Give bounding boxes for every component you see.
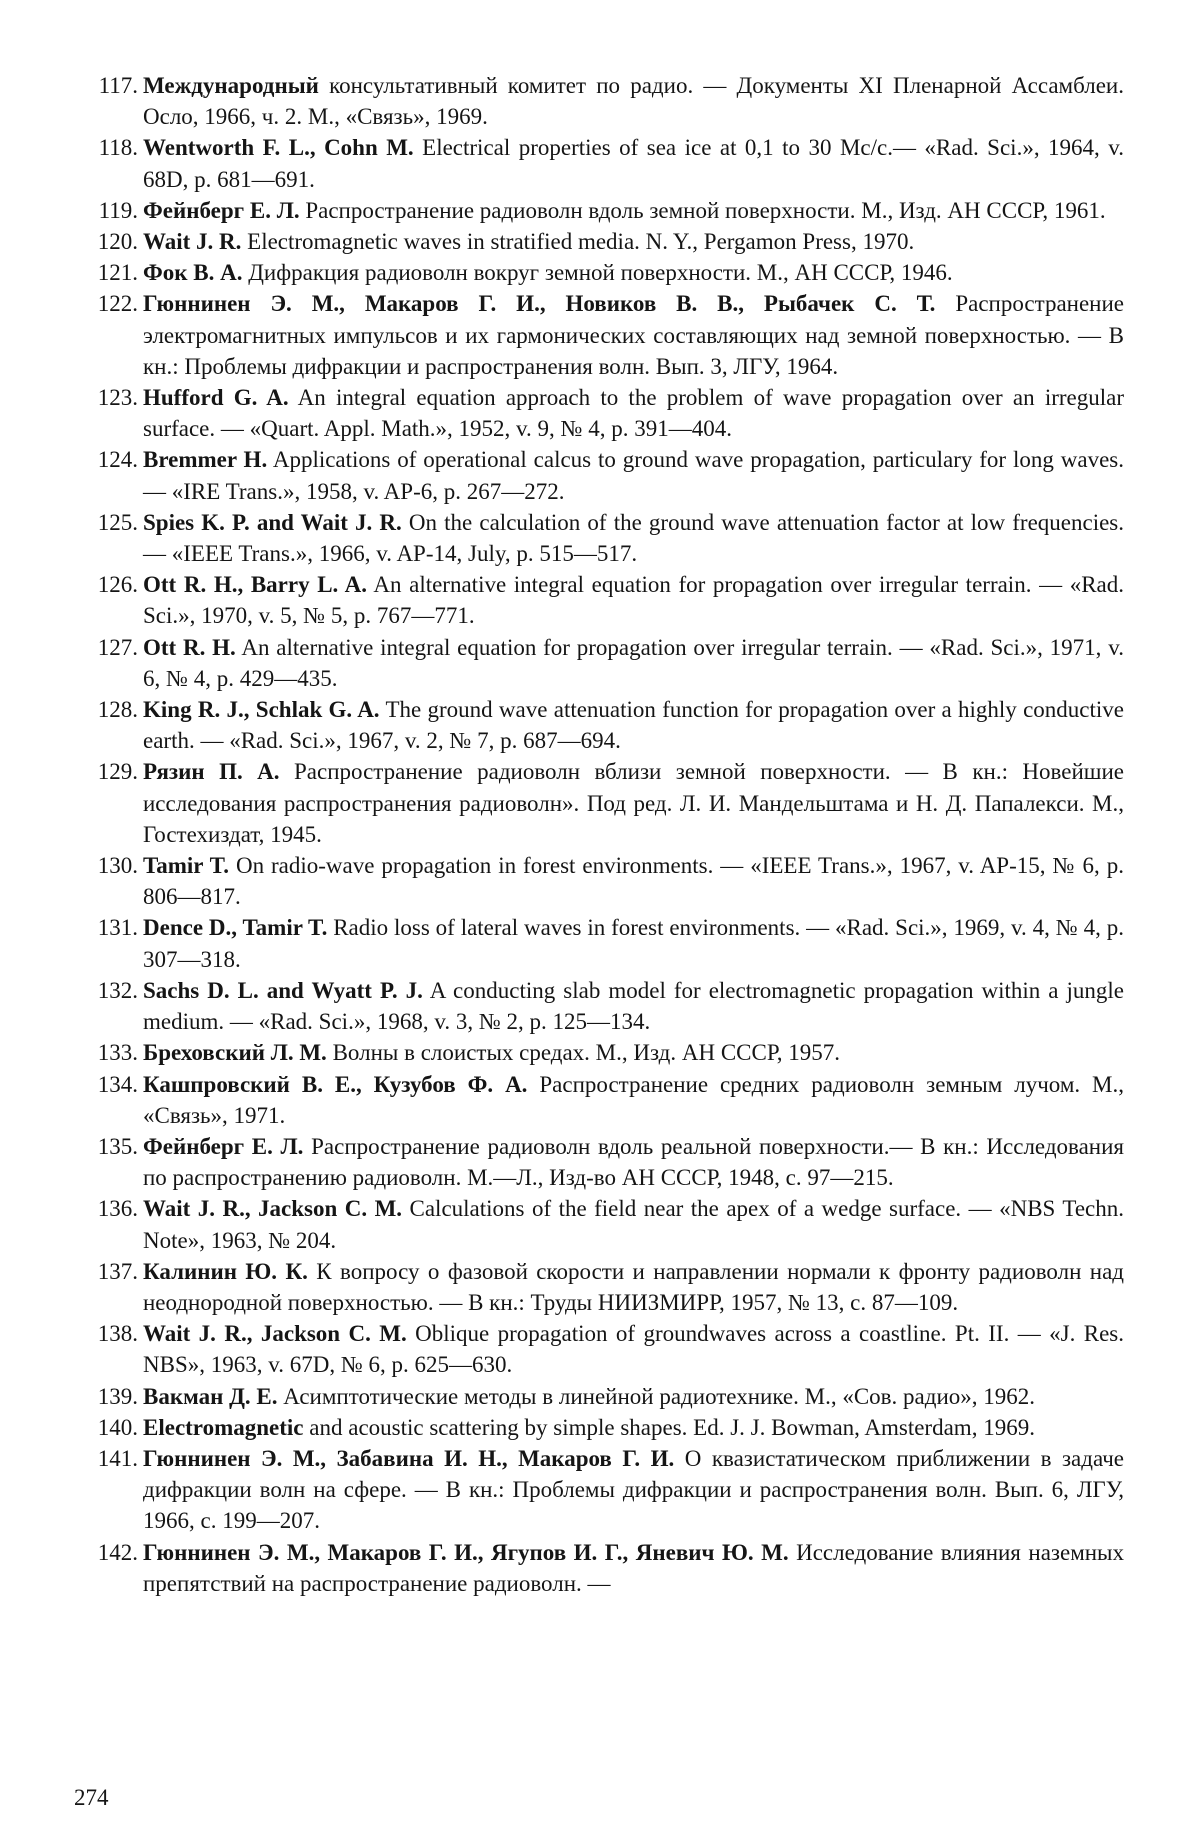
ref-number: 120.	[72, 226, 138, 257]
ref-text: Radio loss of lateral waves in forest environments. — «Rad. Sci.», 1969, v. 4, № 4, p. 307—318.	[143, 915, 1124, 971]
ref-authors: Hufford G. A.	[143, 385, 289, 410]
ref-authors: Вакман Д. Е.	[143, 1384, 278, 1409]
reference-126	[72, 569, 1124, 631]
reference-122	[72, 288, 1124, 382]
reference-138	[72, 1318, 1124, 1380]
ref-number: 141.	[72, 1443, 138, 1474]
reference-140	[72, 1412, 1124, 1443]
reference-128	[72, 694, 1124, 756]
ref-number: 137.	[72, 1256, 138, 1287]
ref-authors: Фейнберг Е. Л.	[143, 198, 300, 223]
ref-number: 142.	[72, 1537, 138, 1568]
ref-number: 133.	[72, 1037, 138, 1068]
reference-132	[72, 975, 1124, 1037]
ref-authors: Калинин Ю. К.	[143, 1259, 308, 1284]
ref-authors: Гюннинен Э. М., Макаров Г. И., Ягупов И. Г., Яневич Ю. М.	[143, 1540, 789, 1565]
ref-number: 118.	[72, 132, 138, 163]
ref-number: 127.	[72, 632, 138, 663]
ref-text: Исследование влияния наземных препятствий на распространение радиоволн. —	[143, 1540, 1124, 1596]
reference-121	[72, 257, 1124, 288]
ref-authors: Гюннинен Э. М., Забавина И. Н., Макаров Г. И.	[143, 1446, 674, 1471]
ref-text: Распространение средних радиоволн земным лучом. М., «Связь», 1971.	[143, 1072, 1124, 1128]
reference-139	[72, 1381, 1124, 1412]
reference-123	[72, 382, 1124, 444]
ref-number: 138.	[72, 1318, 138, 1349]
ref-authors: Wait J. R.	[143, 229, 241, 254]
reference-131	[72, 912, 1124, 974]
ref-text: Асимптотические методы в линейной радиотехнике. М., «Сов. радио», 1962.	[283, 1384, 1035, 1409]
ref-authors: King R. J., Schlak G. A.	[143, 697, 380, 722]
reference-136	[72, 1193, 1124, 1255]
reference-119	[72, 195, 1124, 226]
ref-authors: Spies K. P. and Wait J. R.	[143, 510, 402, 535]
page-number: 274	[74, 1782, 109, 1813]
ref-number: 140.	[72, 1412, 138, 1443]
ref-text: Дифракция радиоволн вокруг земной поверхности. М., АН СССР, 1946.	[248, 260, 952, 285]
ref-authors: Sachs D. L. and Wyatt P. J.	[143, 978, 423, 1003]
book-page	[0, 0, 1200, 1847]
ref-text: Распространение электромагнитных импульсов и их гармонических составляющих над земной поверхностью. — В кн.: Проблемы дифракции и распространения волн. Вып. 3, ЛГУ, 1964.	[143, 291, 1124, 378]
ref-text: Oblique propagation of groundwaves across a coastline. Pt. II. — «J. Res. NBS», 1963, v. 67D, № 6, p. 625—630.	[143, 1321, 1124, 1377]
ref-text: On the calculation of the ground wave attenuation factor at low frequencies. — «IEEE Trans.», 1966, v. AP-14, July, p. 515—517.	[143, 510, 1124, 566]
ref-authors: Бреховский Л. М.	[143, 1040, 327, 1065]
reference-137	[72, 1256, 1124, 1318]
ref-number: 121.	[72, 257, 138, 288]
ref-authors: Wait J. R., Jackson C. M.	[143, 1196, 402, 1221]
reference-134	[72, 1069, 1124, 1131]
ref-text: On radio-wave propagation in forest environments. — «IEEE Trans.», 1967, v. AP-15, № 6, p. 806—817.	[143, 853, 1124, 909]
ref-number: 131.	[72, 912, 138, 943]
ref-authors: Международный	[143, 73, 319, 98]
ref-number: 126.	[72, 569, 138, 600]
ref-text: An alternative integral equation for propagation over irregular terrain. — «Rad. Sci.», 1971, v. 6, № 4, p. 429—435.	[143, 635, 1124, 691]
ref-authors: Electromagnetic	[143, 1415, 304, 1440]
ref-number: 130.	[72, 850, 138, 881]
ref-text: Волны в слоистых средах. М., Изд. АН СССР, 1957.	[333, 1040, 840, 1065]
ref-authors: Wait J. R., Jackson C. M.	[143, 1321, 407, 1346]
ref-number: 136.	[72, 1193, 138, 1224]
ref-number: 132.	[72, 975, 138, 1006]
ref-text: консультативный комитет по радио. — Документы XI Пленарной Ассамблеи. Осло, 1966, ч. 2. М., «Связь», 1969.	[143, 73, 1124, 129]
ref-text: An integral equation approach to the problem of wave propagation over an irregular surface. — «Quart. Appl. Math.», 1952, v. 9, № 4, p. 391—404.	[143, 385, 1124, 441]
reference-125	[72, 507, 1124, 569]
ref-authors: Bremmer H.	[143, 447, 267, 472]
ref-text: К вопросу о фазовой скорости и направлении нормали к фронту радиоволн над неоднородной поверхностью. — В кн.: Труды НИИЗМИРР, 1957, № 13, с. 87—109.	[143, 1259, 1124, 1315]
reference-133	[72, 1037, 1124, 1068]
reference-141	[72, 1443, 1124, 1537]
ref-number: 122.	[72, 288, 138, 319]
reference-127	[72, 632, 1124, 694]
ref-text: and acoustic scattering by simple shapes. Ed. J. J. Bowman, Amsterdam, 1969.	[309, 1415, 1035, 1440]
ref-text: Распространение радиоволн вдоль земной поверхности. М., Изд. АН СССР, 1961.	[305, 198, 1105, 223]
ref-authors: Рязин П. А.	[143, 759, 280, 784]
reference-120	[72, 226, 1124, 257]
ref-text: Распространение радиоволн вдоль реальной поверхности.— В кн.: Исследования по распространению радиоволн. М.—Л., Изд-во АН СССР, 1948, с. 97—215.	[143, 1134, 1124, 1190]
reference-list	[72, 70, 1124, 1599]
ref-number: 119.	[72, 195, 138, 226]
reference-142	[72, 1537, 1124, 1599]
ref-text: Распространение радиоволн вблизи земной поверхности. — В кн.: Новейшие исследования распространения радиоволн». Под ред. Л. И. Мандельштама и Н. Д. Папалекси. М., Гостехиздат, 1945.	[143, 759, 1124, 846]
reference-118	[72, 132, 1124, 194]
ref-number: 128.	[72, 694, 138, 725]
reference-130	[72, 850, 1124, 912]
ref-text: Electrical properties of sea ice at 0,1 to 30 Mc/c.— «Rad. Sci.», 1964, v. 68D, p. 681—691.	[143, 135, 1124, 191]
reference-117	[72, 70, 1124, 132]
ref-authors: Фок В. А.	[143, 260, 242, 285]
ref-authors: Кашпровский В. Е., Кузубов Ф. А.	[143, 1072, 527, 1097]
ref-authors: Ott R. H.	[143, 635, 236, 660]
ref-text: An alternative integral equation for propagation over irregular terrain. — «Rad. Sci.», 1970, v. 5, № 5, p. 767—771.	[143, 572, 1124, 628]
ref-number: 139.	[72, 1381, 138, 1412]
ref-authors: Гюннинен Э. М., Макаров Г. И., Новиков В. В., Рыбачек С. Т.	[143, 291, 935, 316]
ref-number: 123.	[72, 382, 138, 413]
ref-number: 135.	[72, 1131, 138, 1162]
ref-text: О квазистатическом приближении в задаче дифракции волн на сфере. — В кн.: Проблемы дифракции и распространения волн. Вып. 6, ЛГУ, 1966, с. 199—207.	[143, 1446, 1124, 1533]
ref-authors: Dence D., Tamir T.	[143, 915, 327, 940]
ref-number: 117.	[72, 70, 138, 101]
ref-number: 134.	[72, 1069, 138, 1100]
ref-number: 129.	[72, 756, 138, 787]
ref-text: Calculations of the field near the apex of a wedge surface. — «NBS Techn. Note», 1963, № 204.	[143, 1196, 1124, 1252]
reference-135	[72, 1131, 1124, 1193]
ref-text: Electromagnetic waves in stratified media. N. Y., Pergamon Press, 1970.	[247, 229, 914, 254]
ref-number: 125.	[72, 507, 138, 538]
ref-text: The ground wave attenuation function for propagation over a highly conductive earth. — «Rad. Sci.», 1967, v. 2, № 7, p. 687—694.	[143, 697, 1124, 753]
ref-authors: Tamir T.	[143, 853, 229, 878]
reference-129	[72, 756, 1124, 850]
ref-authors: Wentworth F. L., Cohn M.	[143, 135, 414, 160]
ref-authors: Фейнберг Е. Л.	[143, 1134, 303, 1159]
ref-text: A conducting slab model for electromagnetic propagation within a jungle medium. — «Rad. Sci.», 1968, v. 3, № 2, p. 125—134.	[143, 978, 1124, 1034]
reference-124	[72, 444, 1124, 506]
ref-number: 124.	[72, 444, 138, 475]
ref-authors: Ott R. H., Barry L. A.	[143, 572, 367, 597]
ref-text: Applications of operational calcus to ground wave propagation, particulary for long waves. — «IRE Trans.», 1958, v. AP-6, p. 267—272.	[143, 447, 1124, 503]
